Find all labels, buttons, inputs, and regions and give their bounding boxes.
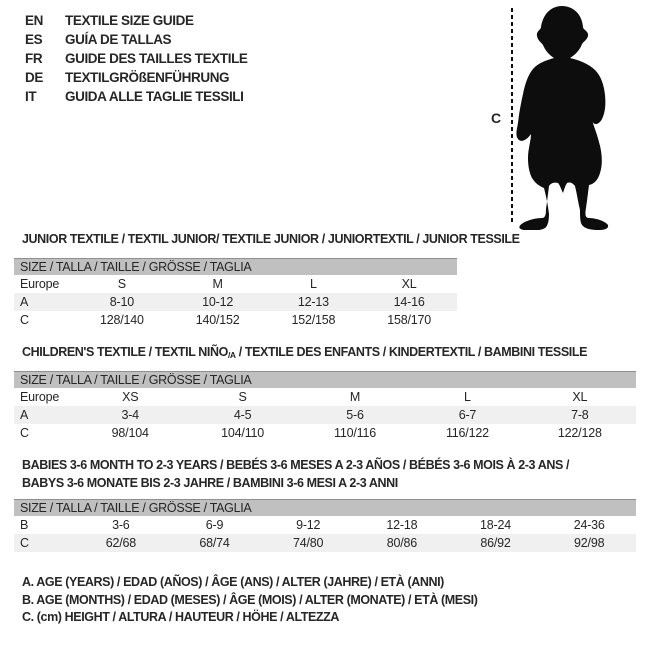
language-code: IT bbox=[25, 89, 37, 104]
height-measure-label: C bbox=[490, 110, 502, 126]
legend bbox=[22, 574, 478, 627]
babies-title-line2-text: BABYS 3-6 MONATE BIS 2-3 JAHRE / BAMBINI 3-6 MESI A 2-3 ANNI bbox=[22, 476, 398, 490]
language-row-en bbox=[25, 11, 248, 30]
size-cell: 116/122 bbox=[445, 426, 489, 440]
size-cell: L bbox=[309, 277, 317, 291]
size-cell: 7-8 bbox=[571, 408, 589, 422]
size-cell: 98/104 bbox=[111, 426, 149, 440]
junior-section-title bbox=[22, 232, 520, 246]
size-cell: 4-5 bbox=[233, 408, 252, 422]
size-header-bar: SIZE / TALLA / TAILLE / GRÖSSE / TAGLIA bbox=[14, 499, 636, 516]
language-label: GUÍA DE TALLAS bbox=[65, 32, 172, 47]
size-cell: 68/74 bbox=[199, 536, 230, 550]
size-cell: 5-6 bbox=[346, 408, 364, 422]
children-title-pre: CHILDREN'S TEXTILE / TEXTIL NIÑO bbox=[22, 345, 228, 359]
table-row bbox=[14, 293, 457, 311]
size-cell: S bbox=[117, 277, 126, 291]
row-label: C bbox=[20, 426, 29, 440]
language-row-es bbox=[25, 30, 248, 49]
children-title-post: / TEXTILE DES ENFANTS / KINDERTEXTIL / BAMBINI TESSILE bbox=[235, 345, 588, 359]
table-row bbox=[14, 275, 457, 293]
table-row bbox=[14, 516, 636, 534]
language-label: GUIDA ALLE TAGLIE TESSILI bbox=[65, 89, 244, 104]
size-cell: M bbox=[212, 277, 223, 291]
size-cell: XL bbox=[572, 390, 588, 404]
row-label: B bbox=[20, 518, 29, 532]
size-cell: 104/110 bbox=[221, 426, 265, 440]
language-code: ES bbox=[25, 32, 43, 47]
size-cell: M bbox=[349, 390, 361, 404]
size-header-bar: SIZE / TALLA / TAILLE / GRÖSSE / TAGLIA bbox=[14, 371, 636, 388]
size-cell: 140/152 bbox=[195, 313, 240, 327]
size-cell: 8-10 bbox=[109, 295, 134, 309]
size-cell: 3-6 bbox=[112, 518, 130, 532]
babies-section-title-line1 bbox=[22, 458, 569, 472]
size-cell: 92/98 bbox=[574, 536, 605, 550]
size-cell: 122/128 bbox=[557, 426, 602, 440]
size-cell: 80/86 bbox=[386, 536, 417, 550]
size-cell: 12-18 bbox=[386, 518, 418, 532]
children-size-table bbox=[14, 371, 636, 442]
table-row bbox=[14, 534, 636, 552]
language-code: DE bbox=[25, 70, 43, 85]
size-cell: 24-36 bbox=[573, 518, 605, 532]
size-cell: 10-12 bbox=[202, 295, 234, 309]
size-cell: 110/116 bbox=[334, 426, 376, 440]
language-list bbox=[25, 11, 248, 106]
size-cell: 128/140 bbox=[99, 313, 144, 327]
babies-size-table bbox=[14, 499, 636, 552]
row-label: Europe bbox=[20, 277, 60, 291]
row-label: A bbox=[20, 408, 29, 422]
legend-line-c: C. (cm) HEIGHT / ALTURA / HAUTEUR / HÖHE / ALTEZZA bbox=[22, 610, 340, 624]
language-row-it bbox=[25, 87, 248, 106]
size-cell: XS bbox=[122, 390, 139, 404]
size-header-bar: SIZE / TALLA / TAILLE / GRÖSSE / TAGLIA bbox=[14, 258, 457, 275]
size-cell: 3-4 bbox=[121, 408, 139, 422]
toddler-silhouette-icon bbox=[505, 2, 615, 230]
language-label: GUIDE DES TAILLES TEXTILE bbox=[65, 51, 248, 66]
language-label: TEXTILGRÖßENFÜHRUNG bbox=[65, 70, 230, 85]
size-cell: S bbox=[238, 390, 247, 404]
size-cell: 86/92 bbox=[480, 536, 511, 550]
size-cell: 12-13 bbox=[297, 295, 329, 309]
size-cell: 158/170 bbox=[387, 313, 432, 327]
size-cell: 14-16 bbox=[393, 295, 425, 309]
row-label: A bbox=[20, 295, 29, 309]
junior-size-table bbox=[14, 258, 457, 329]
size-cell: L bbox=[464, 390, 471, 404]
children-section-title bbox=[22, 345, 587, 360]
row-label: C bbox=[20, 313, 29, 327]
language-row-fr bbox=[25, 49, 248, 68]
babies-title-line1-text: BABIES 3-6 MONTH TO 2-3 YEARS / BEBÉS 3-6 MESES A 2-3 AÑOS / BÉBÉS 3-6 MOIS À 2-3 ANS / bbox=[22, 458, 570, 472]
legend-line-b: B. AGE (MONTHS) / EDAD (MESES) / ÂGE (MOIS) / ALTER (MONATE) / ETÀ (MESI) bbox=[22, 592, 478, 607]
junior-title-text: JUNIOR TEXTILE / TEXTIL JUNIOR/ TEXTILE JUNIOR / JUNIORTEXTIL / JUNIOR TESSILE bbox=[22, 232, 520, 246]
size-cell: 6-9 bbox=[205, 518, 224, 532]
size-cell: 152/158 bbox=[291, 313, 336, 327]
language-row-de bbox=[25, 68, 248, 87]
table-row bbox=[14, 388, 636, 406]
children-title-subscript: /A bbox=[227, 350, 236, 360]
babies-section-title-line2 bbox=[22, 476, 398, 490]
size-cell: 74/80 bbox=[293, 536, 324, 550]
size-cell: XL bbox=[401, 277, 417, 291]
language-label: TEXTILE SIZE GUIDE bbox=[65, 13, 194, 28]
table-row bbox=[14, 406, 636, 424]
row-label: Europe bbox=[20, 390, 60, 404]
language-code: EN bbox=[25, 13, 43, 28]
row-label: C bbox=[20, 536, 29, 550]
size-cell: 18-24 bbox=[480, 518, 512, 532]
size-cell: 6-7 bbox=[458, 408, 477, 422]
size-cell: 9-12 bbox=[296, 518, 321, 532]
table-row bbox=[14, 424, 636, 442]
legend-line-a: A. AGE (YEARS) / EDAD (AÑOS) / ÂGE (ANS) / ALTER (JAHRE) / ETÀ (ANNI) bbox=[22, 575, 444, 589]
language-code: FR bbox=[25, 51, 43, 66]
size-cell: 62/68 bbox=[105, 536, 136, 550]
table-row bbox=[14, 311, 457, 329]
